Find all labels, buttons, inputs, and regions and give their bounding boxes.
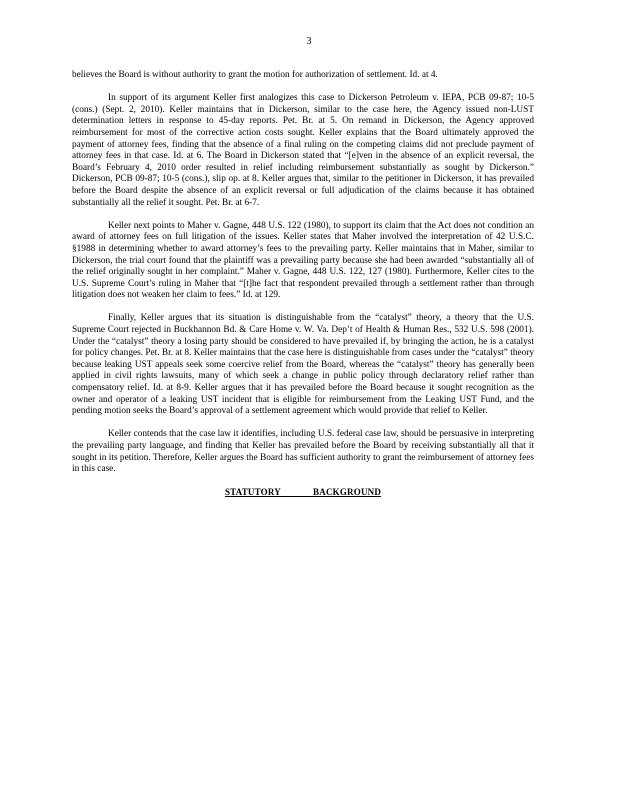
paragraph-catalyst-theory: Finally, Keller argues that its situation is distinguishable from the “catalyst” theory, a theory that the U.S. Supreme Court rejected in Buckhannon Bd. & Care Home v. W. Va. Dep’t of Health & Human Res., 532 U.S. 598 (2001). Under the “catalyst” theory a losing party should be considered to have prevailed if, by bringing the action, he is a catalyst for policy changes. Pet. Br. at 8. Keller maintains that the case here is distinguishable from cases under the “catalyst” theory because leaking UST appeals seek some coercive relief from the Board, whereas the “catalyst” theory has generally been applied in civil rights lawsuits, many of which seek a change in public policy through declaratory relief rather than compensatory relief. Id. at 8-9. Keller argues that it has prevailed before the Board because it sought recognition as the owner and operator of a leaking UST incident that is eligible for reimbursement from the Leaking UST Fund, and the pending motion seeks the Board’s approval of a settlement agreement which would provide that relief to Keller. — [72, 313, 534, 417]
section-heading: STATUTORY BACKGROUND — [224, 487, 382, 498]
paragraph-maher: Keller next points to Maher v. Gagne, 448 U.S. 122 (1980), to support its claim that the Act does not condition an award of attorney fees on full litigation of the issues. Keller states that Maher involved the interpretation of 42 U.S.C. §1988 in determining whether to award attorney’s fees to the prevailing party. Keller maintains that in Maher, similar to Dickerson, the trial court found that the plaintiff was a prevailing party because she had been awarded “substantially all of the relief originally sought in her complaint.” Maher v. Gagne, 448 U.S. 122, 127 (1980). Furthermore, Keller cites to the U.S. Supreme Court’s ruling in Maher that “[t]he fact that respondent prevailed through a settlement rather than through litigation does not weaken her claim to fees.” Id. at 129. — [72, 220, 534, 301]
document-body — [72, 70, 534, 499]
paragraph-conclusion: Keller contends that the case law it identifies, including U.S. federal case law, should be persuasive in interpreting the prevailing party language, and finding that Keller has prevailed before the Board by receiving substantially all that it sought in its petition. Therefore, Keller argues the Board has sufficient authority to grant the reimbursement of attorney fees in this case. — [72, 429, 534, 475]
page-number: 3 — [306, 36, 312, 47]
paragraph-continuation: believes the Board is without authority to grant the motion for authorization of settlement. Id. at 4. — [72, 70, 438, 80]
paragraph-dickerson: In support of its argument Keller first analogizes this case to Dickerson Petroleum v. IEPA, PCB 09-87; 10-5 (cons.) (Sept. 2, 2010). Keller maintains that in Dickerson, similar to the case here, the Agency issued non-LUST determination letters in response to 45-day reports. Pet. Br. at 5. On remand in Dickerson, the Agency approved reimbursement for most of the corrective action costs sought. Keller explains that the Board ultimately approved the payment of attorney fees, finding that the absence of a final ruling on the competing claims did not preclude payment of attorney fees in that case. Id. at 6. The Board in Dickerson stated that “[e]ven in the absence of an explicit reversal, the Board’s February 4, 2010 order resulted in relief including reimbursement substantially as sought by Dickerson.” Dickerson, PCB 09-87; 10-5 (cons.), slip op. at 8. Keller argues that, similar to the petitioner in Dickerson, it has prevailed before the Board despite the absence of an explicit reversal or full adjudication of the claims because it has obtained substantially all the relief it sought. Pet. Br. at 6-7. — [72, 93, 534, 208]
